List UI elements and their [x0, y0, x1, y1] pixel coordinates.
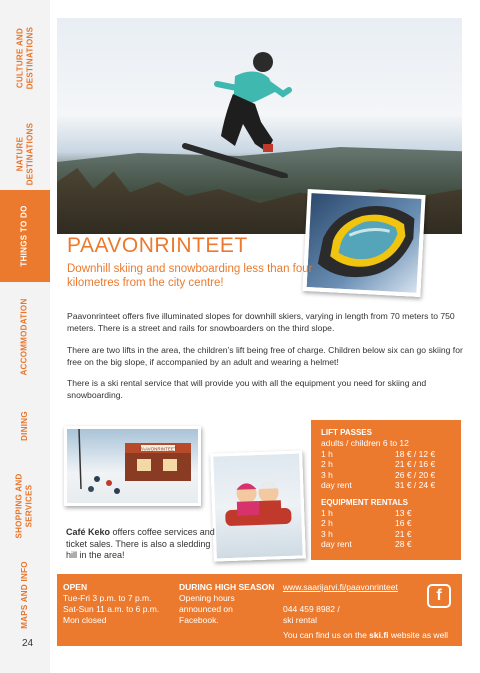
nav-shopping-and-services[interactable]: SHOPPING AND SERVICES — [15, 473, 34, 539]
prices-box — [311, 420, 461, 560]
paragraph-lifts: There are two lifts in the area, the children’s lift being free of charge. Children below six can go skiing for free on the big slope, if accompanied by an adult and wearing a helmet! — [67, 345, 463, 367]
nav-dining[interactable]: DINING — [20, 411, 29, 441]
nav-things-to-do[interactable]: THINGS TO DO — [0, 190, 50, 282]
nav-nature-destinations[interactable]: NATURE DESTINATIONS — [15, 122, 35, 186]
opening-hours: OPEN Tue-Fri 3 p.m. to 7 p.m. Sat-Sun 11 a.m. to 6 p.m. Mon closed — [63, 582, 160, 625]
price-row: 1 h 18 € / 12 € — [321, 448, 436, 459]
price-row: 2 h 16 € — [321, 518, 412, 528]
price-row: 3 h 26 € / 20 € — [321, 469, 436, 480]
ski-lodge-photo — [64, 426, 201, 506]
contact-info — [283, 582, 398, 626]
phone-number: 044 459 8982 / — [283, 604, 340, 614]
lodge-sign: PAAVONRINTEET — [139, 446, 177, 452]
lift-passes-note: adults / children 6 to 12 — [321, 438, 409, 448]
nav-maps-and-info[interactable]: MAPS AND INFO — [20, 561, 30, 629]
price-row: day rent 31 € / 24 € — [321, 480, 436, 490]
goggles-icon — [307, 193, 422, 293]
website-link[interactable]: www.saarijarvi.fi/paavonrinteet — [283, 582, 398, 592]
facebook-icon[interactable]: f — [427, 584, 451, 608]
equipment-rentals-title: EQUIPMENT RENTALS — [321, 497, 408, 507]
paragraph-slopes: Paavonrinteet offers five illuminated slopes for downhill skiers, varying in length from 70 meters to 750 meters. There is a street and rails for snowboarders on the third slope. — [67, 311, 455, 333]
ski-fi-note: You can find us on the ski.fi website as well — [283, 630, 449, 640]
price-row: 1 h 13 € — [321, 507, 412, 518]
goggles-photo — [302, 189, 425, 297]
nav-culture-and-destinations[interactable]: CULTURE AND DESTINATIONS — [15, 26, 35, 90]
section-sidebar — [0, 0, 50, 673]
ski-fi-link[interactable]: ski.fi — [369, 630, 389, 640]
price-row: 3 h 21 € — [321, 528, 412, 539]
page-title: PAAVONRINTEET — [67, 234, 248, 257]
page-subtitle: Downhill skiing and snowboarding less than four kilometres from the city centre! — [67, 263, 313, 289]
high-season-hours: DURING HIGH SEASON Opening hours announced on Facebook. — [179, 582, 275, 625]
lift-passes-title: LIFT PASSES — [321, 428, 372, 437]
cafe-keko-text: Café Keko offers coffee services and ticket sales. There is also a sledding hill in the area! — [66, 527, 215, 560]
paragraph-rental: There is a ski rental service that will provide you with all the equipment you need for skiing and snowboarding. — [67, 378, 427, 400]
sledding-kids-photo — [210, 450, 306, 561]
nav-accommodation[interactable]: ACCOMMODATION — [20, 298, 30, 376]
snowboarder-figure — [177, 48, 297, 178]
price-row: 2 h 21 € / 16 € — [321, 459, 436, 469]
phone-note: ski rental — [283, 615, 318, 625]
price-row: day rent 28 € — [321, 539, 412, 549]
page-number: 24 — [22, 638, 34, 649]
info-footer — [57, 574, 462, 646]
